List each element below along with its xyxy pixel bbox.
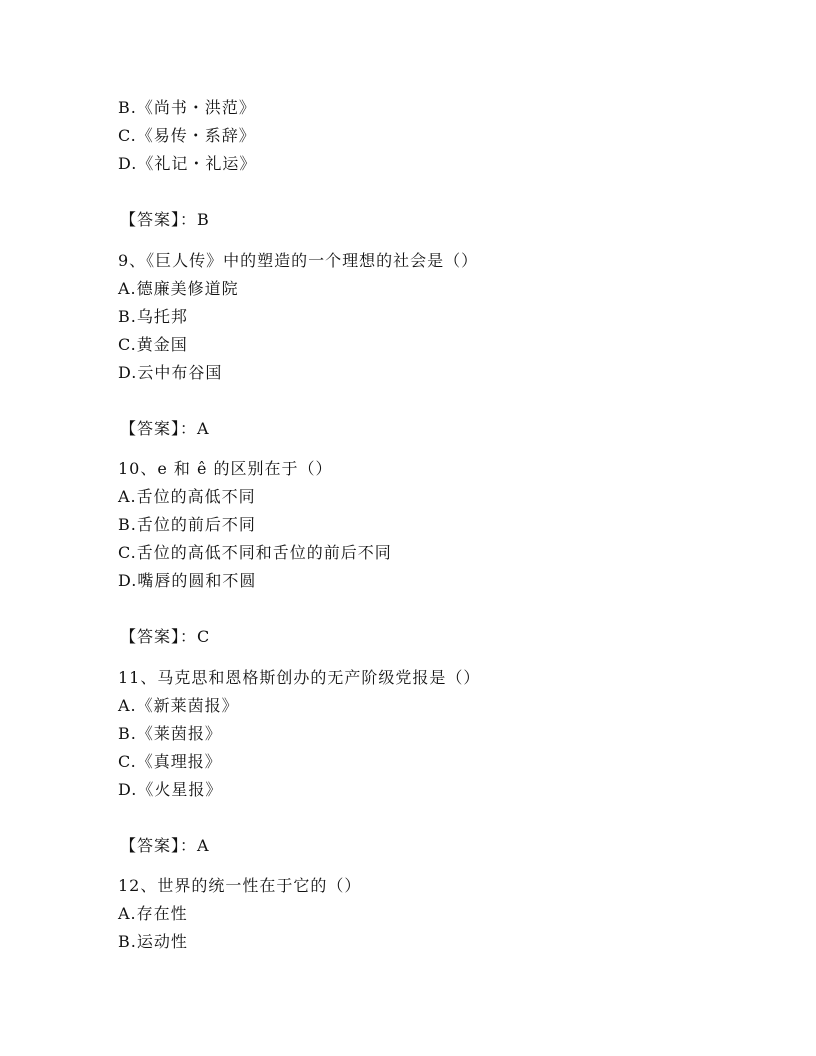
option-c: C.《易传・系辞》 <box>118 126 256 145</box>
option-a: A.德廉美修道院 <box>118 279 239 298</box>
option-b: B.乌托邦 <box>118 307 188 326</box>
answer-line: 【答案】：C <box>120 627 211 646</box>
option-a: A.存在性 <box>118 904 188 923</box>
option-d: D.《礼记・礼运》 <box>118 154 257 173</box>
question-stem: 9、《巨人传》中的塑造的一个理想的社会是（） <box>118 251 479 270</box>
option-c: C.《真理报》 <box>118 752 222 771</box>
option-c: C.舌位的高低不同和舌位的前后不同 <box>118 543 392 562</box>
question-stem: 11、马克思和恩格斯创办的无产阶级党报是（） <box>118 668 481 687</box>
option-b: B.《尚书・洪范》 <box>118 98 256 117</box>
option-d: D.云中布谷国 <box>118 363 223 382</box>
option-d: D.《火星报》 <box>118 780 223 799</box>
option-a: A.舌位的高低不同 <box>118 487 256 506</box>
answer-line: 【答案】：A <box>120 419 210 438</box>
option-c: C.黄金国 <box>118 335 188 354</box>
option-a: A.《新莱茵报》 <box>118 696 239 715</box>
answer-line: 【答案】：A <box>120 836 210 855</box>
option-b: B.舌位的前后不同 <box>118 515 256 534</box>
question-stem: 10、e 和 ê 的区别在于（） <box>118 459 333 478</box>
option-d: D.嘴唇的圆和不圆 <box>118 571 257 590</box>
option-b: B.运动性 <box>118 932 188 951</box>
answer-line: 【答案】：B <box>120 210 210 229</box>
question-stem: 12、世界的统一性在于它的（） <box>118 876 362 895</box>
option-b: B.《莱茵报》 <box>118 724 222 743</box>
